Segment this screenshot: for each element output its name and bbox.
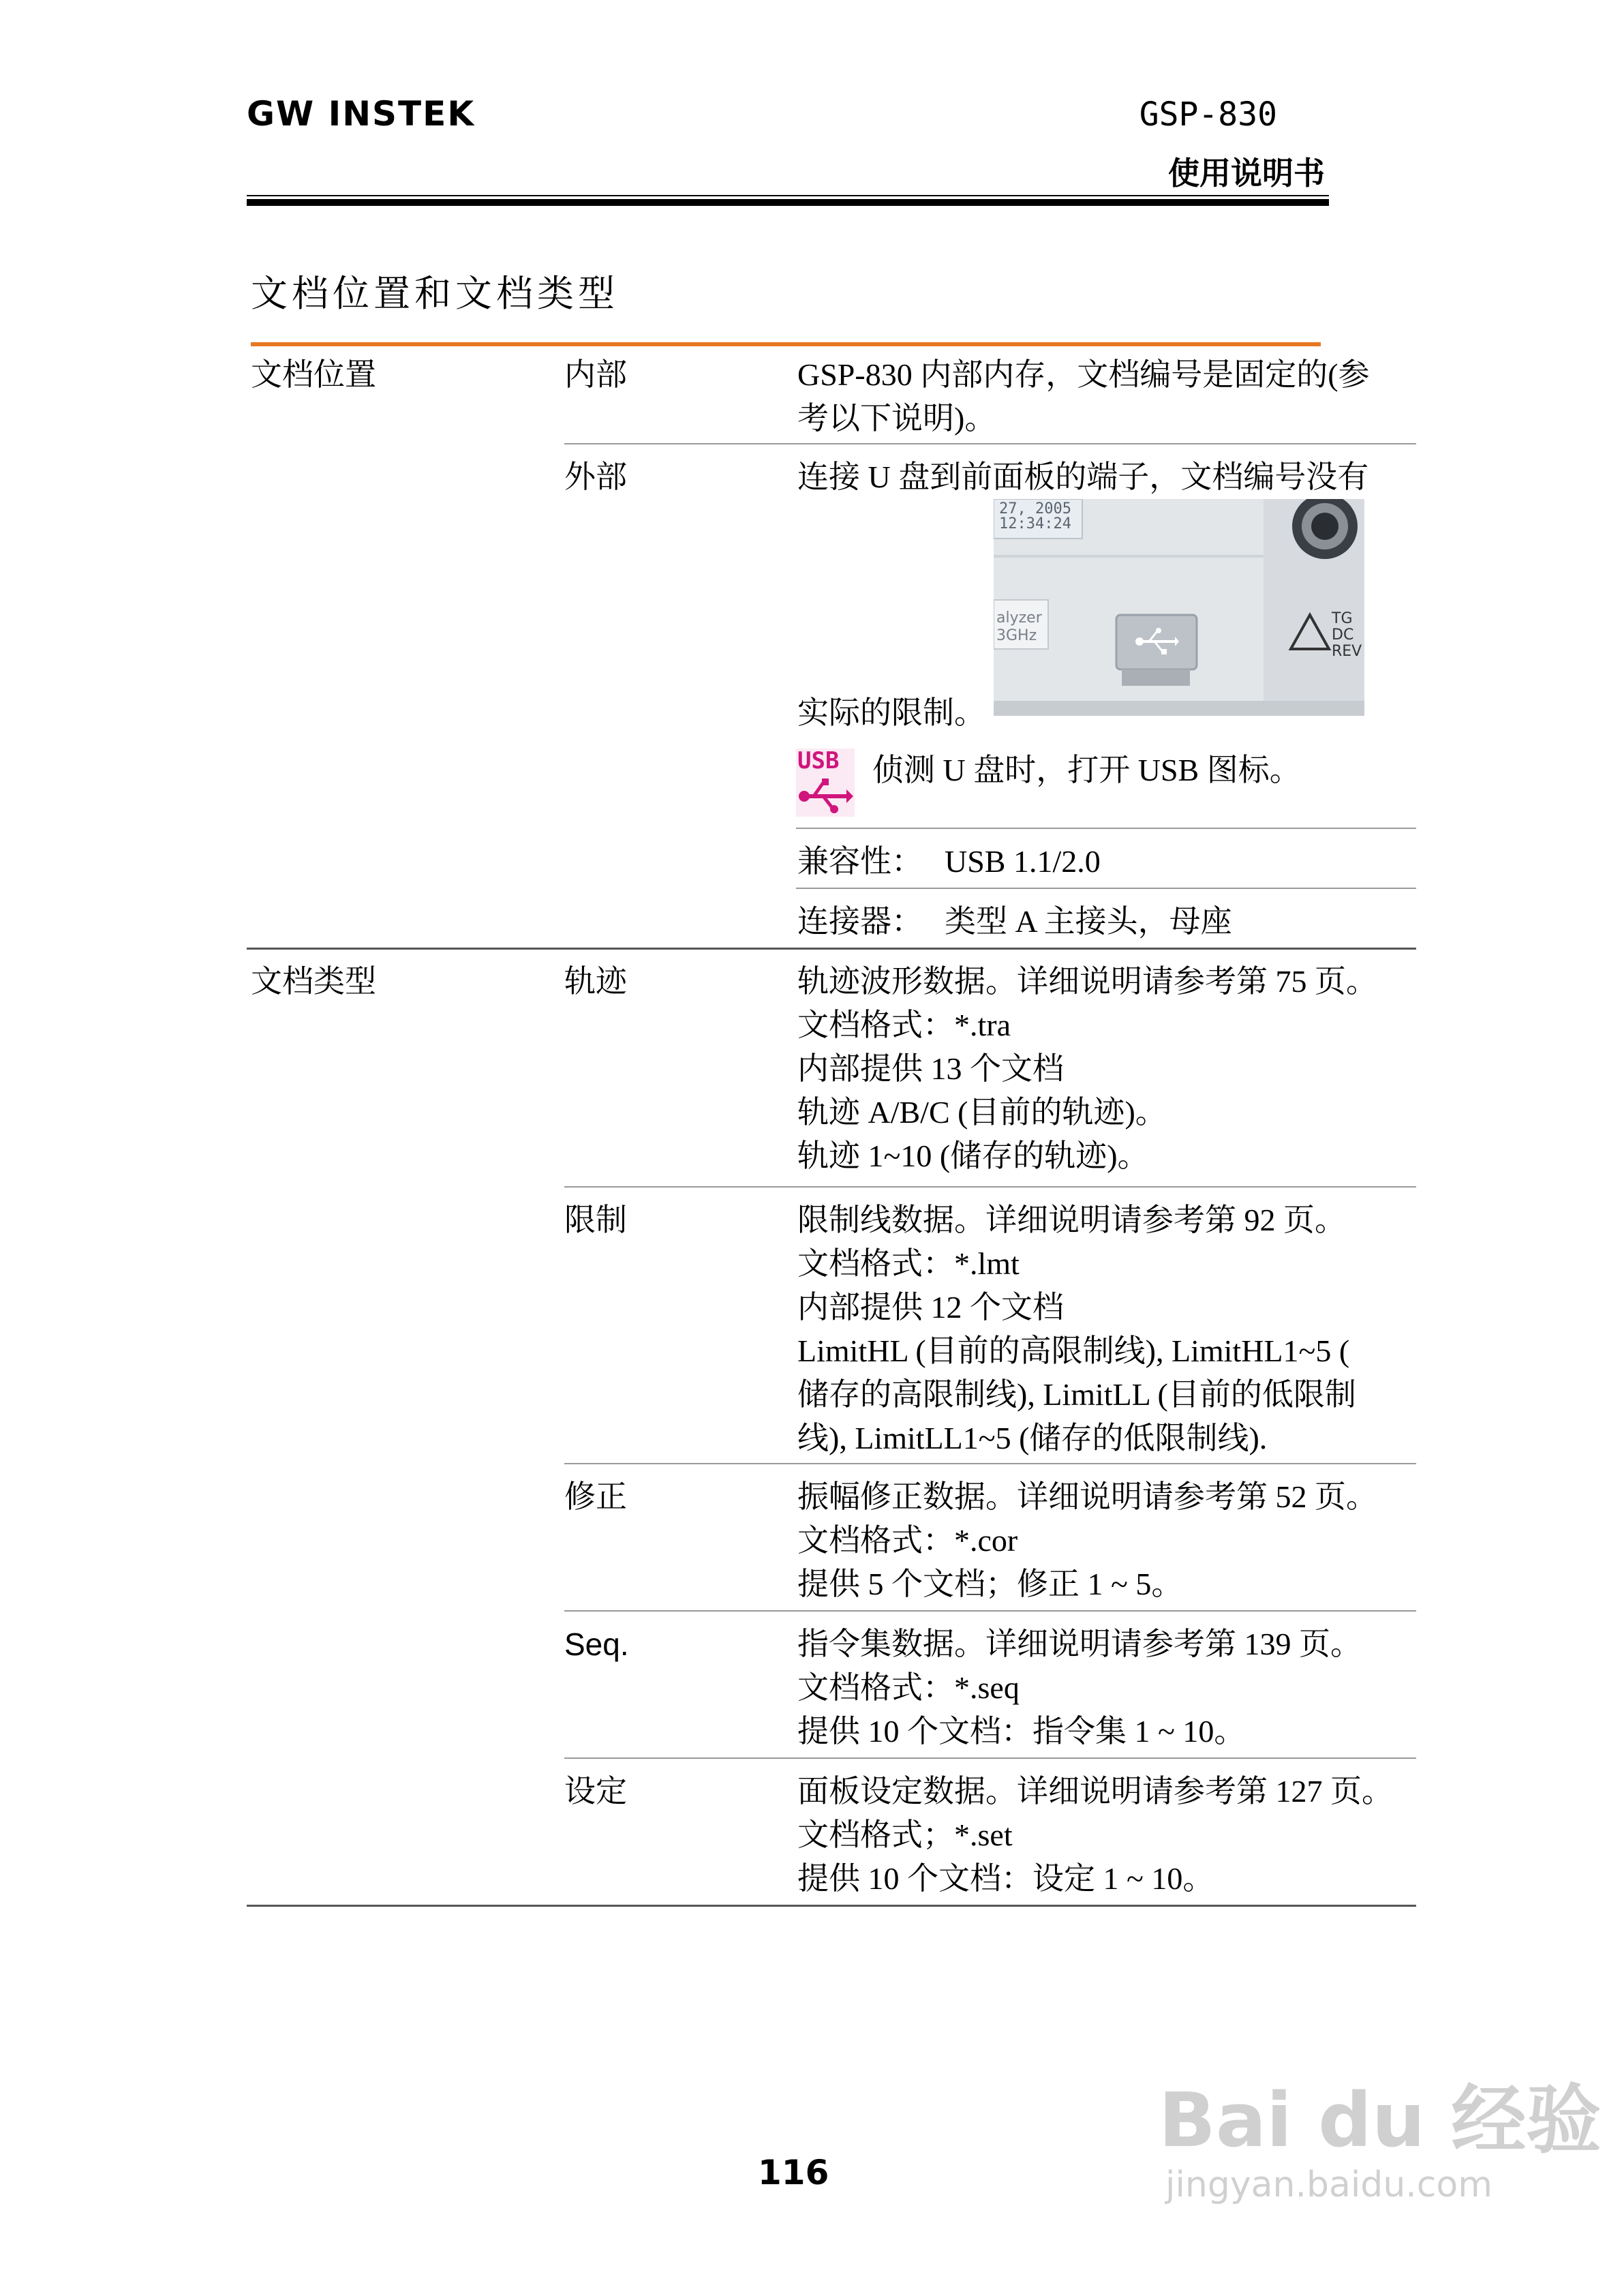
usb-status-icon [796,749,855,817]
type-setup-line: 文档格式；*.set [797,1817,1013,1852]
header-rule-thick [247,199,1329,206]
type-trace-line: 轨迹 1~10 (储存的轨迹)。 [797,1138,1149,1173]
connector-value: 类型 A 主接头，母座 [945,904,1232,939]
photo-date: 27, 2005 [999,500,1071,517]
front-panel-photo [994,499,1364,716]
type-trace-name: 轨迹 [564,964,627,999]
usb-note: 侦测 U 盘时，打开 USB 图标。 [872,753,1301,787]
internal-name: 内部 [564,357,627,392]
type-trace-line: 内部提供 13 个文档 [797,1051,1064,1086]
internal-desc-2: 考以下说明)。 [797,401,996,436]
header-rule-thin [247,195,1329,196]
types-label: 文档类型 [251,964,376,999]
photo-side-3: REV [1332,643,1362,660]
type-limit-name: 限制 [564,1203,627,1237]
photo-time: 12:34:24 [999,515,1071,532]
type-sequence-line: 指令集数据。详细说明请参考第 139 页。 [797,1627,1362,1661]
type-sequence-line: 文档格式：*.seq [797,1670,1020,1705]
usb-port-symbol-icon [1134,624,1179,659]
location-label: 文档位置 [251,357,376,392]
section-divider [247,948,1416,950]
type-limit-line: LimitHL (目前的高限制线), LimitHL1~5 ( [797,1333,1350,1368]
photo-side-2: DC [1332,626,1354,644]
connector-label: 连接器： [797,904,923,939]
watermark-url: jingyan.baidu.com [1165,2164,1493,2205]
divider [796,888,1416,889]
section-title: 文档位置和文档类型 [251,272,619,315]
type-correction-line: 文档格式：*.cor [797,1523,1018,1558]
title-underline [251,342,1321,346]
divider [564,1610,1416,1612]
type-limit-line: 储存的高限制线), LimitLL (目前的低限制 [797,1377,1356,1412]
usb-icon-label: USB [797,747,840,774]
type-correction-line: 提供 5 个文档；修正 1 ~ 5。 [797,1567,1183,1601]
divider [564,1463,1416,1464]
photo-side-1: TG [1332,610,1353,627]
divider [564,1186,1416,1188]
type-sequence-line: 提供 10 个文档：指令集 1 ~ 10。 [797,1714,1246,1749]
external-desc-1: 连接 U 盘到前面板的端子，文档编号没有 [797,459,1369,494]
type-setup-name: 设定 [564,1774,627,1809]
external-desc-2: 实际的限制。 [797,695,985,730]
watermark-brand: Bai du 经验 [1159,2076,1602,2164]
table-bottom-rule [247,1905,1416,1907]
type-limit-line: 文档格式：*.lmt [797,1246,1020,1281]
watermark [1159,2076,1602,2209]
photo-analyzer-text: alyzer [996,609,1042,626]
type-limit-line: 内部提供 12 个文档 [797,1290,1064,1325]
type-setup-line: 提供 10 个文档：设定 1 ~ 10。 [797,1861,1214,1896]
type-correction-name: 修正 [564,1479,627,1514]
photo-freq-text: 3GHz [996,627,1037,644]
type-trace-line: 轨迹 A/B/C (目前的轨迹)。 [797,1095,1167,1130]
divider [796,828,1416,829]
divider [564,1757,1416,1759]
type-correction-line: 振幅修正数据。详细说明请参考第 52 页。 [797,1479,1377,1514]
brand-logo: GW INSTEK [247,94,476,134]
type-setup-line: 面板设定数据。详细说明请参考第 127 页。 [797,1774,1393,1809]
type-limit-line: 限制线数据。详细说明请参考第 92 页。 [797,1203,1346,1237]
manual-label: 使用说明书 [1168,155,1325,192]
internal-desc-1: GSP-830 内部内存，文档编号是固定的(参 [797,357,1370,392]
compat-value: USB 1.1/2.0 [945,844,1101,879]
divider [564,443,1416,444]
page-number: 116 [758,2153,829,2192]
type-trace-line: 文档格式：*.tra [797,1008,1011,1042]
compat-label: 兼容性： [797,844,923,879]
type-trace-line: 轨迹波形数据。详细说明请参考第 75 页。 [797,964,1377,999]
model-name: GSP-830 [1139,95,1277,134]
type-sequence-name: Seq. [564,1627,629,1662]
type-limit-line: 线), LimitLL1~5 (储存的低限制线). [797,1421,1268,1455]
external-name: 外部 [564,459,627,494]
